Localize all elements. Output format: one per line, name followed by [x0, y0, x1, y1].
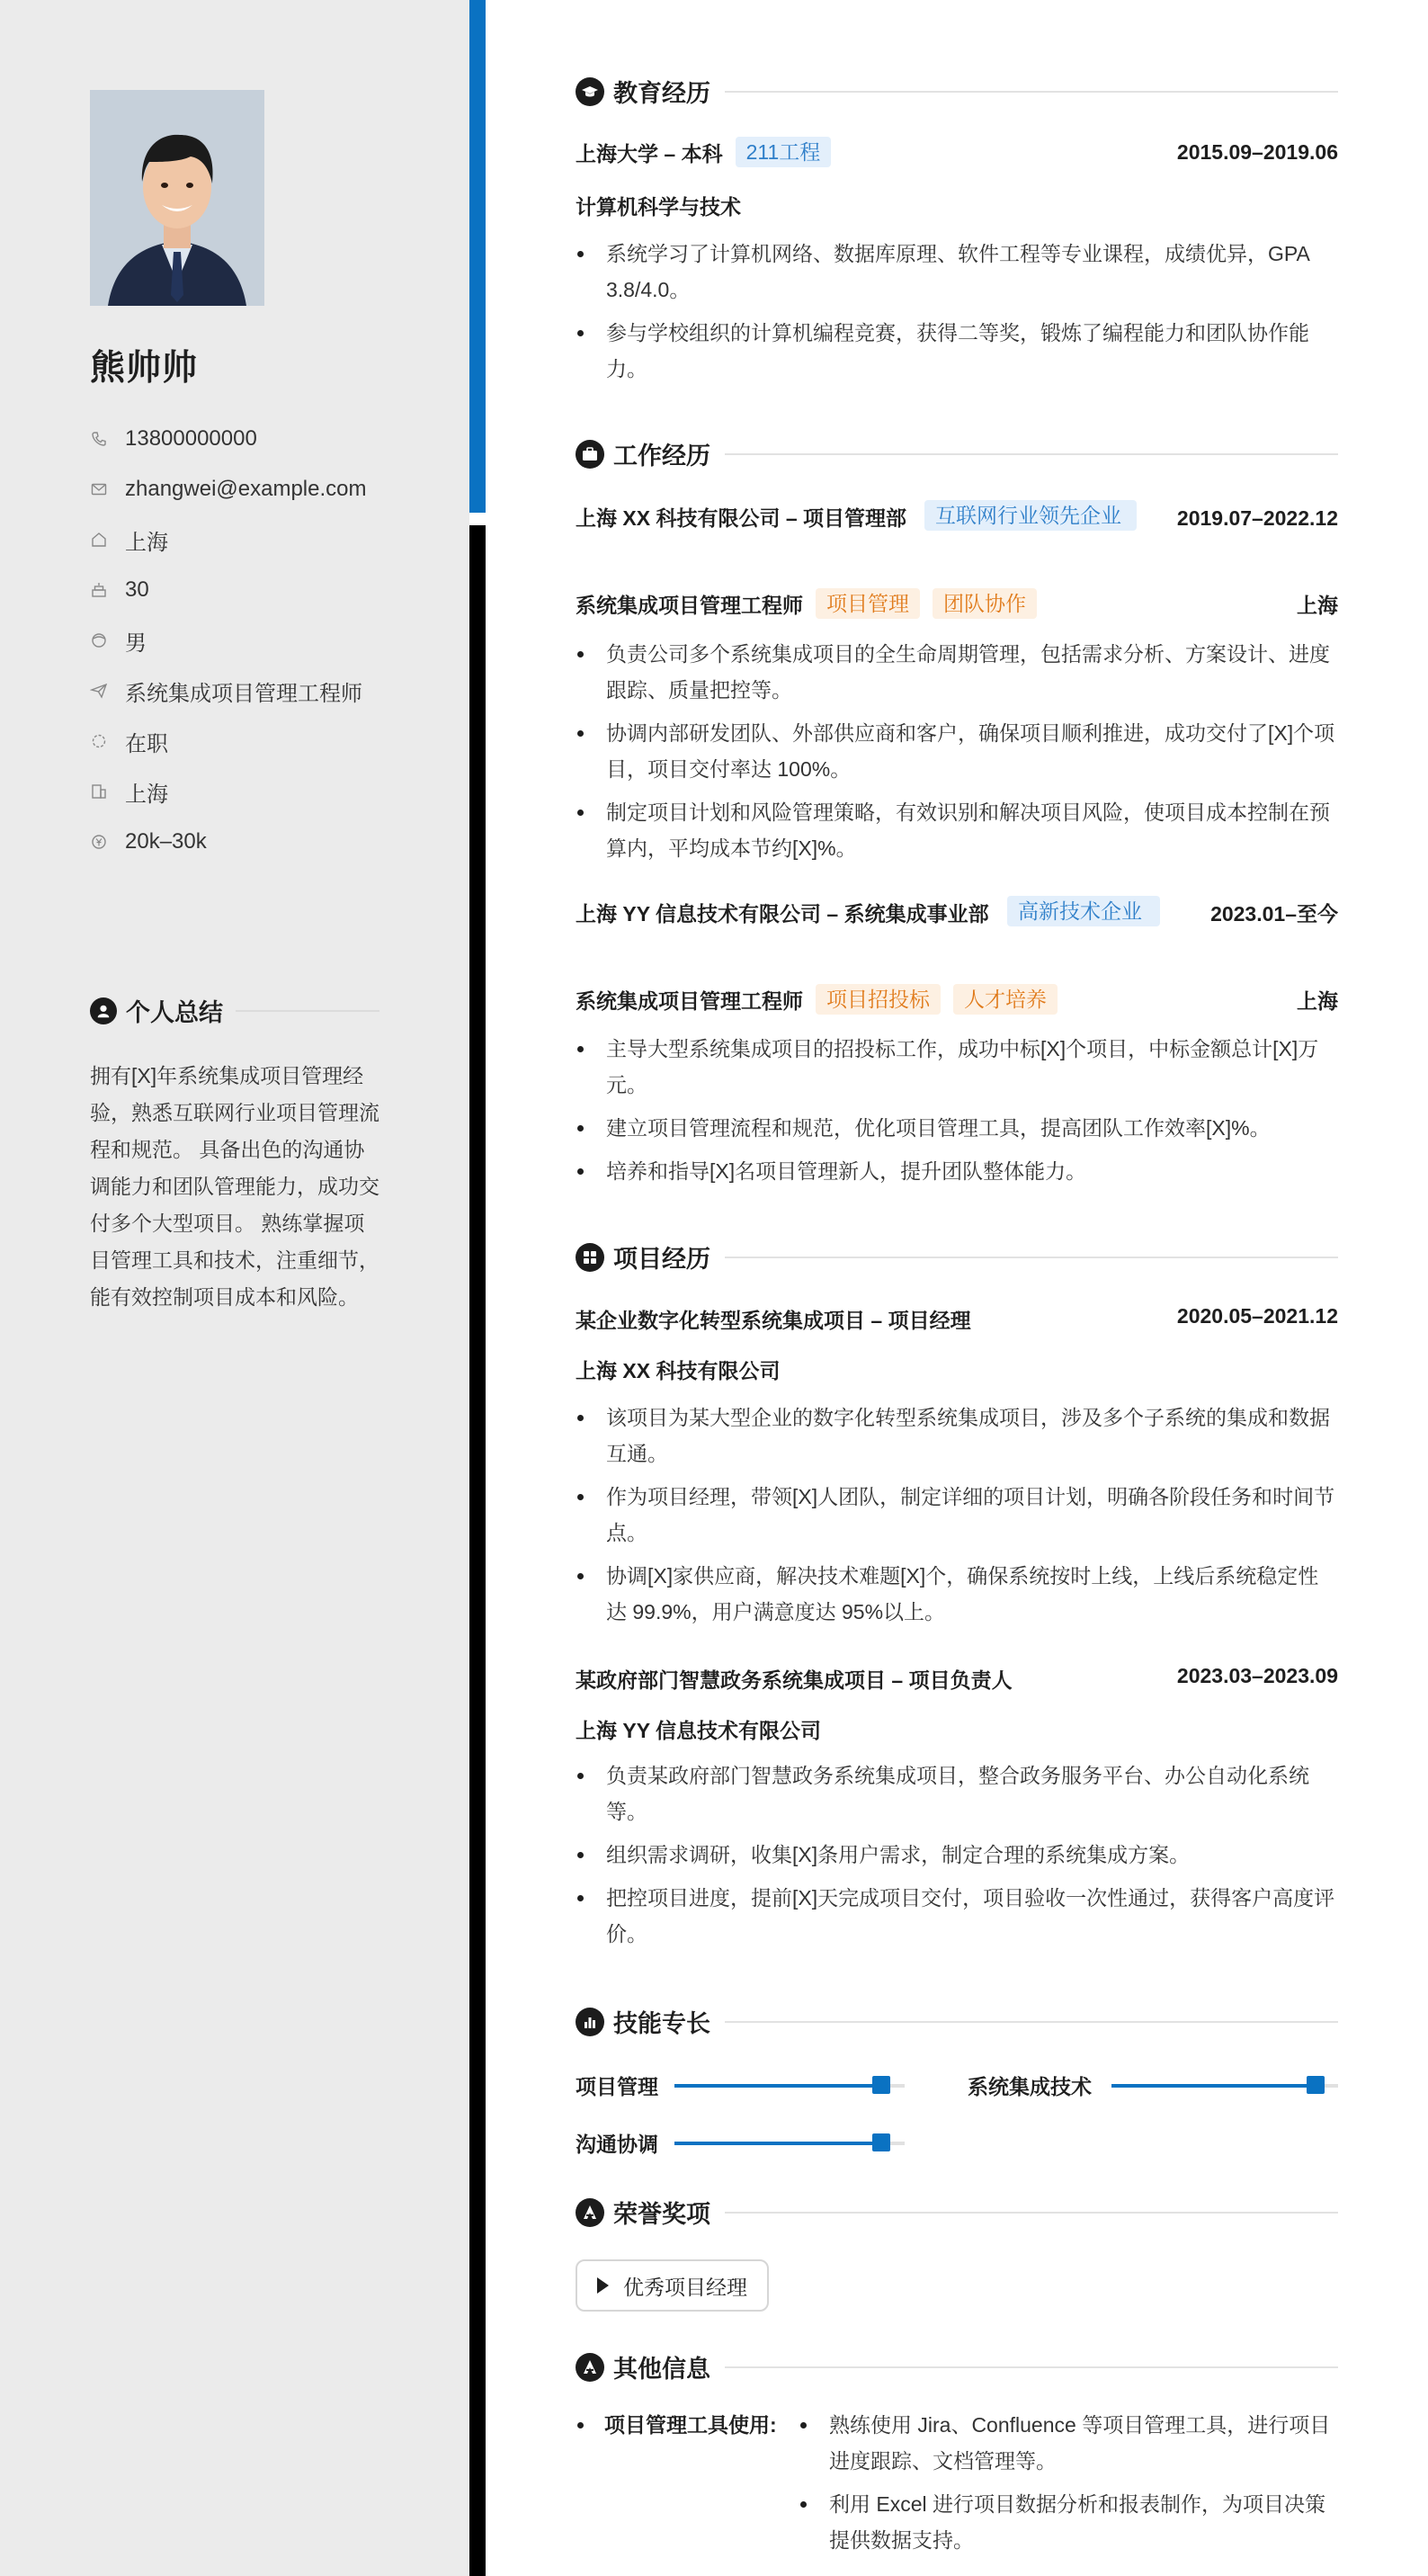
contact-age: 30 — [90, 565, 367, 615]
skills-heading: 技能专长 — [576, 2004, 1338, 2039]
list-item: 建立项目管理流程和规范，优化项目管理工具，提高团队工作效率[X]%。 — [576, 1110, 1338, 1146]
project-name: 某企业数字化转型系统集成项目 – 项目经理 — [576, 1309, 971, 1332]
job-row — [576, 500, 1338, 536]
project-bullets — [576, 1758, 1338, 1959]
info-icon — [576, 2353, 604, 2382]
chart-icon — [576, 2008, 604, 2036]
major: 计算机科学与技术 — [576, 195, 741, 219]
skill-knob — [1307, 2076, 1325, 2094]
job-location: 上海 — [1297, 593, 1338, 617]
project-org: 上海 XX 科技有限公司 — [576, 1359, 781, 1382]
graduation-cap-icon — [576, 77, 604, 106]
divider — [725, 1257, 1338, 1258]
mail-icon — [90, 480, 108, 498]
skill-item — [968, 2071, 1338, 2100]
contact-position: 系统集成项目管理工程师 — [90, 666, 367, 716]
company-name: 上海 YY 信息技术有限公司 – 系统集成事业部 — [576, 902, 989, 926]
skill-tag: 团队协作 — [933, 588, 1037, 619]
skill-bar — [674, 2084, 905, 2088]
company-tag: 互联网行业领先企业 — [924, 500, 1137, 531]
position-row — [576, 984, 1338, 1015]
contact-city: 上海 — [90, 514, 367, 565]
skill-name: 项目管理 — [576, 2075, 658, 2098]
summary-text: 拥有[X]年系统集成项目管理经验，熟悉互联网行业项目管理流程和规范。 具备出色的沟通协调能力和团队管理能力，成功交付多个大型项目。 熟练掌握项目管理工具和技术，注重细节，能有效控制项目成本和风险。 — [90, 1064, 379, 1309]
other-label: 项目管理工具使用: — [604, 2413, 777, 2437]
bullet-dot — [577, 2422, 584, 2428]
list-item: 主导大型系统集成项目的招投标工作，成功中标[X]个项目，中标金额总计[X]万元。 — [576, 1031, 1338, 1103]
skill-item — [576, 2071, 905, 2100]
education-row — [576, 137, 1338, 167]
position-row — [576, 588, 1338, 619]
school-tag: 211工程 — [736, 137, 832, 167]
accent-strip — [469, 0, 486, 513]
list-item: 把控项目进度，提前[X]天完成项目交付，项目验收一次性通过，获得客户高度评价。 — [576, 1880, 1338, 1952]
award-icon — [576, 2198, 604, 2227]
list-item: 制定项目计划和风险管理策略，有效识别和解决项目风险，使项目成本控制在预算内，平均成本节约[X]%。 — [576, 794, 1338, 866]
sidebar — [0, 0, 469, 2576]
list-item: 该项目为某大型企业的数字化转型系统集成项目，涉及多个子系统的集成和数据互通。 — [576, 1400, 1338, 1471]
home-icon — [90, 531, 108, 549]
list-item: 负责某政府部门智慧政务系统集成项目，整合政务服务平台、办公自动化系统等。 — [576, 1758, 1338, 1829]
user-icon — [90, 997, 117, 1024]
job-date: 2023.01–至今 — [1210, 902, 1338, 926]
project-name: 某政府部门智慧政务系统集成项目 – 项目负责人 — [576, 1668, 1013, 1692]
skill-tag: 项目招投标 — [816, 984, 941, 1015]
award-item[interactable]: 优秀项目经理 — [576, 2259, 769, 2312]
contact-email: zhangwei@example.com — [90, 464, 367, 514]
project-org-row — [576, 1714, 1338, 1744]
list-item: 熟练使用 Jira、Confluence 等项目管理工具，进行项目进度跟踪、文档管理等。 — [799, 2407, 1338, 2479]
list-item: 负责公司多个系统集成项目的全生命周期管理，包括需求分析、方案设计、进度跟踪、质量把控等。 — [576, 636, 1338, 708]
education-heading: 教育经历 — [576, 74, 1338, 109]
divider — [236, 1010, 379, 1012]
briefcase-icon — [576, 440, 604, 469]
contact-gender: 男 — [90, 615, 367, 666]
building-icon — [90, 783, 108, 801]
major-row — [576, 191, 1338, 220]
list-item: 参与学校组织的计算机编程竞赛，获得二等奖，锻炼了编程能力和团队协作能力。 — [576, 315, 1338, 387]
phone-icon — [90, 430, 108, 448]
skill-item — [576, 2128, 905, 2158]
list-item: 作为项目经理，带领[X]人团队，制定详细的项目计划，明确各阶段任务和时间节点。 — [576, 1479, 1338, 1551]
project-org: 上海 YY 信息技术有限公司 — [576, 1719, 822, 1742]
salary-icon — [90, 833, 108, 851]
skill-bar — [674, 2142, 905, 2145]
gender-icon — [90, 631, 108, 649]
work-heading: 工作经历 — [576, 436, 1338, 471]
company-name: 上海 XX 科技有限公司 – 项目管理部 — [576, 506, 907, 530]
skill-tag: 项目管理 — [816, 588, 920, 619]
divider — [725, 2366, 1338, 2368]
skill-fill — [674, 2142, 881, 2145]
education-bullets — [576, 236, 1338, 394]
project-date: 2023.03–2023.09 — [1176, 1664, 1338, 1687]
candidate-name: 熊帅帅 — [90, 349, 199, 388]
skill-name: 沟通协调 — [576, 2133, 658, 2156]
company-tag: 高新技术企业 — [1007, 896, 1160, 926]
education-date: 2015.09–2019.06 — [1176, 140, 1338, 164]
contact-status: 在职 — [90, 716, 367, 766]
skill-bar — [1111, 2084, 1338, 2088]
job-bullets — [576, 1031, 1338, 1196]
project-org-row — [576, 1355, 1338, 1384]
play-icon — [597, 2277, 609, 2294]
position-title: 系统集成项目管理工程师 — [576, 988, 803, 1013]
list-item: 培养和指导[X]名项目管理新人，提升团队整体能力。 — [576, 1153, 1338, 1189]
skill-fill — [1111, 2084, 1316, 2088]
divider — [725, 91, 1338, 93]
avatar — [90, 90, 264, 306]
school-name: 上海大学 – 本科 — [576, 141, 723, 165]
projects-heading: 项目经历 — [576, 1239, 1338, 1275]
list-item: 系统学习了计算机网络、数据库原理、软件工程等专业课程，成绩优异，GPA 3.8/4.0。 — [576, 236, 1338, 308]
position-title: 系统集成项目管理工程师 — [576, 593, 803, 617]
grid-icon — [576, 1243, 604, 1272]
summary-heading: 个人总结 — [90, 993, 379, 1028]
project-bullets — [576, 1400, 1338, 1637]
job-date: 2019.07–2022.12 — [1176, 506, 1338, 530]
other-list — [799, 2407, 1338, 2565]
skill-fill — [674, 2084, 881, 2088]
skill-name: 系统集成技术 — [968, 2075, 1092, 2098]
contact-work-city: 上海 — [90, 766, 367, 817]
skill-knob — [872, 2133, 890, 2151]
project-date: 2020.05–2021.12 — [1176, 1304, 1338, 1328]
job-location: 上海 — [1297, 988, 1338, 1013]
status-icon — [90, 732, 108, 750]
job-bullets — [576, 636, 1338, 873]
list-item: 协调内部研发团队、外部供应商和客户，确保项目顺利推进，成功交付了[X]个项目，项目交付率达 100%。 — [576, 715, 1338, 787]
send-icon — [90, 682, 108, 700]
project-row — [576, 1664, 1338, 1694]
dark-strip — [469, 525, 486, 2576]
list-item: 协调[X]家供应商，解决技术难题[X]个，确保系统按时上线，上线后系统稳定性达 99.9%，用户满意度达 95%以上。 — [576, 1558, 1338, 1630]
age-icon — [90, 581, 108, 599]
skill-knob — [872, 2076, 890, 2094]
divider — [725, 453, 1338, 455]
other-heading: 其他信息 — [576, 2349, 1338, 2384]
job-row — [576, 896, 1338, 932]
list-item: 利用 Excel 进行项目数据分析和报表制作，为项目决策提供数据支持。 — [799, 2486, 1338, 2558]
contact-salary: 20k–30k — [90, 817, 367, 867]
divider — [725, 2021, 1338, 2023]
contact-list — [90, 414, 367, 867]
project-row — [576, 1304, 1338, 1334]
list-item: 组织需求调研，收集[X]条用户需求，制定合理的系统集成方案。 — [576, 1837, 1338, 1873]
divider — [725, 2212, 1338, 2214]
skill-tag: 人才培养 — [953, 984, 1058, 1015]
contact-phone: 13800000000 — [90, 414, 367, 464]
awards-heading: 荣誉奖项 — [576, 2195, 1338, 2230]
